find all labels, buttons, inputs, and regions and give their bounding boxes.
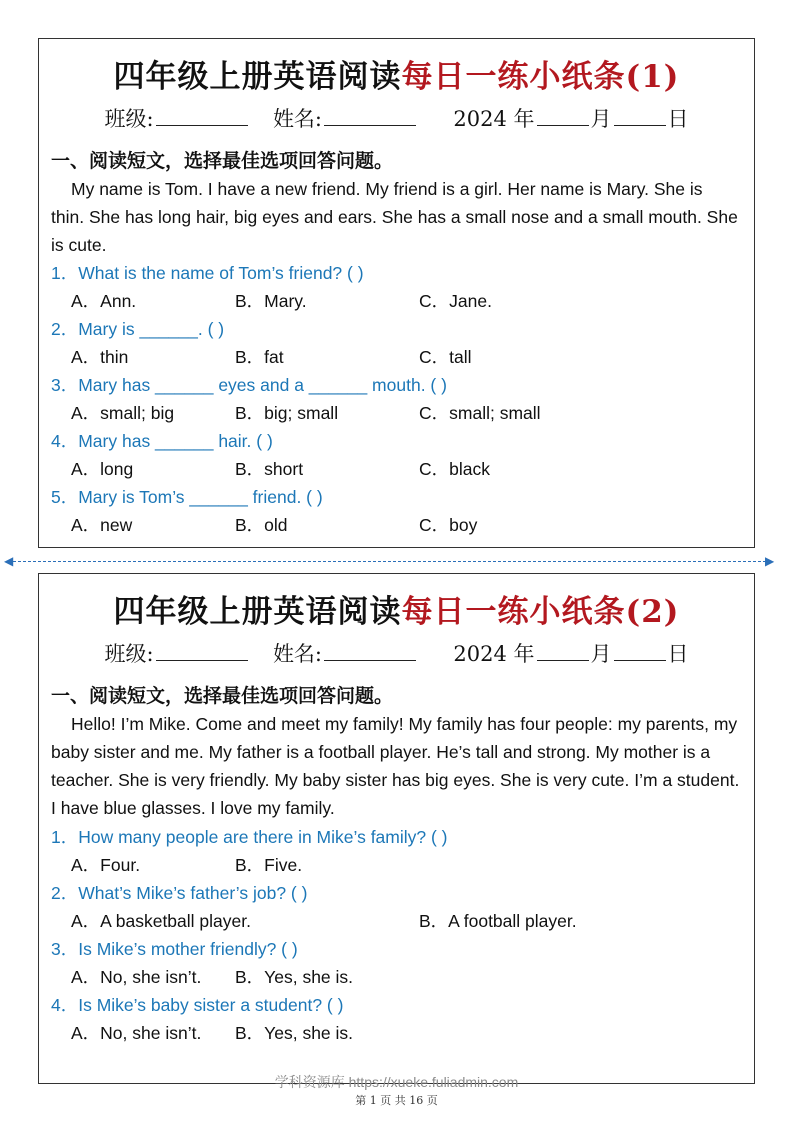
option-a: A．long xyxy=(71,459,134,479)
worksheet-1 xyxy=(38,38,755,548)
title-main: 四年级上册英语阅读 xyxy=(113,594,402,630)
reading-passage: My name is Tom. I have a new friend. My friend is a girl. Her name is Mary. She is thin. She has long hair, big eyes and ears. She has a small nose and a small mouth. She is cute. xyxy=(51,179,738,255)
question-5: 5．Mary is Tom’s ______ friend. ( ) xyxy=(51,487,323,507)
option-b: B．old xyxy=(235,515,288,535)
cut-line-right-arrow-icon: ▶ xyxy=(765,554,775,568)
month-blank xyxy=(537,642,589,661)
title-highlight: 每日一练小纸条(2) xyxy=(401,594,680,630)
day-blank xyxy=(614,642,666,661)
option-c: C．boy xyxy=(419,515,478,535)
option-a: A．No, she isn’t. xyxy=(71,967,202,987)
cut-line-left-arrow-icon: ◀ xyxy=(4,554,14,568)
option-a: A．thin xyxy=(71,347,129,367)
title-highlight: 每日一练小纸条(1) xyxy=(401,59,680,95)
option-b: B．A football player. xyxy=(419,911,577,931)
option-c: C．small; small xyxy=(419,403,541,423)
name-label: 姓名: xyxy=(272,107,323,131)
month-label: 月 xyxy=(590,642,612,666)
worksheet-title xyxy=(39,586,754,631)
question-4: 4．Mary has ______ hair. ( ) xyxy=(51,431,273,451)
option-b: B．fat xyxy=(235,347,284,367)
option-a: A．Four. xyxy=(71,855,141,875)
day-label: 日 xyxy=(667,107,689,131)
reading-passage: Hello! I’m Mike. Come and meet my family! My family has four people: my parents, my baby sister and me. My father is a football player. He’s tall and strong. My mother is a teacher. She is very friendly. My baby sister has big eyes. She is very cute. I’m a student. I have blue glasses. I love my family. xyxy=(51,714,740,818)
option-b: B．Five. xyxy=(235,855,303,875)
name-blank xyxy=(324,107,416,126)
question-2: 2．What’s Mike’s father’s job? ( ) xyxy=(51,883,308,903)
option-c: C．Jane. xyxy=(419,291,492,311)
option-b: B．Yes, she is. xyxy=(235,1023,354,1043)
class-label: 班级: xyxy=(104,107,154,131)
source-watermark: 学科资源库 https://xueke.fuliadmin.com xyxy=(274,1074,519,1090)
question-3: 3．Is Mike’s mother friendly? ( ) xyxy=(51,939,298,959)
question-1: 1．What is the name of Tom’s friend? ( ) xyxy=(51,263,364,283)
page-number: 第 1 页 共 16 页 xyxy=(355,1094,438,1107)
month-label: 月 xyxy=(590,107,612,131)
option-c: C．black xyxy=(419,459,490,479)
class-label: 班级: xyxy=(104,642,154,666)
question-1: 1．How many people are there in Mike’s family? ( ) xyxy=(51,827,448,847)
question-4: 4．Is Mike’s baby sister a student? ( ) xyxy=(51,995,344,1015)
section-heading: 一、阅读短文，选择最佳选项回答问题。 xyxy=(51,150,394,172)
cut-line-divider xyxy=(8,561,771,562)
student-info-line xyxy=(39,103,754,133)
option-a: A．A basketball player. xyxy=(71,911,251,931)
option-b: B．big; small xyxy=(235,403,339,423)
option-a: A．Ann. xyxy=(71,291,137,311)
student-info-line xyxy=(39,638,754,668)
name-blank xyxy=(324,642,416,661)
option-b: B．Mary. xyxy=(235,291,307,311)
option-c: C．tall xyxy=(419,347,472,367)
title-main: 四年级上册英语阅读 xyxy=(113,59,402,95)
day-blank xyxy=(614,107,666,126)
question-2: 2．Mary is ______. ( ) xyxy=(51,319,225,339)
year-label: 2024 年 xyxy=(453,107,535,131)
worksheet-2 xyxy=(38,573,755,1084)
option-a: A．small; big xyxy=(71,403,175,423)
option-a: A．No, she isn’t. xyxy=(71,1023,202,1043)
question-3: 3．Mary has ______ eyes and a ______ mouth. ( ) xyxy=(51,375,447,395)
month-blank xyxy=(537,107,589,126)
option-b: B．Yes, she is. xyxy=(235,967,354,987)
class-blank xyxy=(156,107,248,126)
name-label: 姓名: xyxy=(272,642,323,666)
section-heading: 一、阅读短文，选择最佳选项回答问题。 xyxy=(51,685,394,707)
class-blank xyxy=(156,642,248,661)
year-label: 2024 年 xyxy=(453,642,535,666)
worksheet-title xyxy=(39,51,754,96)
option-b: B．short xyxy=(235,459,304,479)
day-label: 日 xyxy=(667,642,689,666)
option-a: A．new xyxy=(71,515,133,535)
